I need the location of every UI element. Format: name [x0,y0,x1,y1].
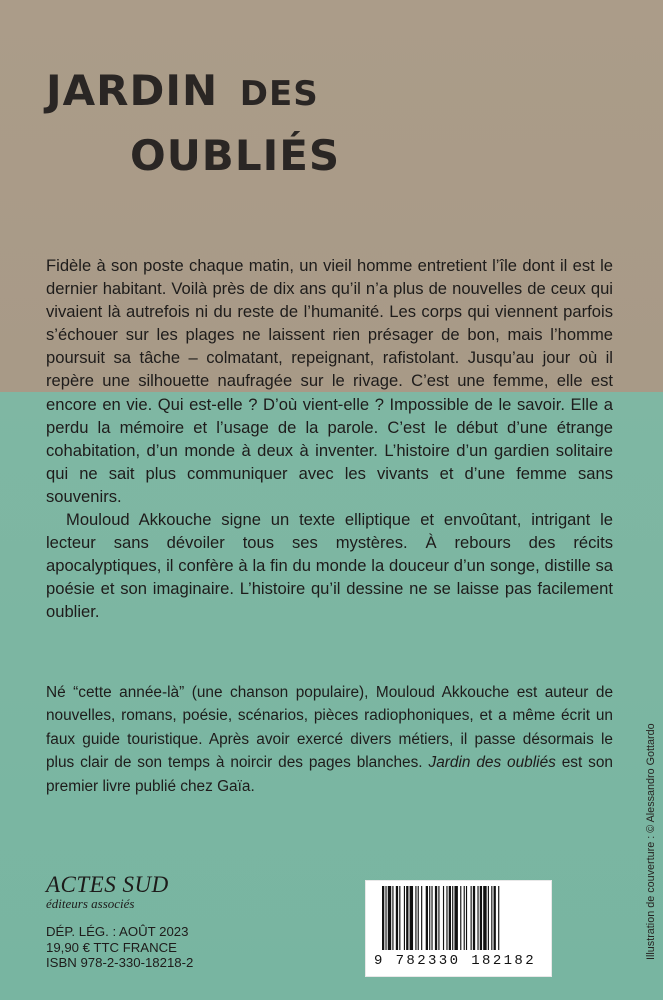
barcode-bar [435,886,437,950]
barcode-bar [454,886,457,950]
barcode-bar [382,886,384,950]
barcode-bar [396,886,398,950]
publisher-logo [46,872,169,912]
barcode-bar [399,886,400,950]
barcode-bar [498,886,499,950]
barcode-bar [421,886,422,950]
bio-book-title: Jardin des oubliés [428,754,556,772]
barcode-bar [443,886,444,950]
title-word-des: DES [239,74,319,114]
barcode-bar [410,886,413,950]
synopsis-paragraph-2: Mouloud Akkouche signe un texte elliptique et envoûtant, intrigant le lecteur sans dévoiler tous ses mystères. À rebours des récits apocalyptiques, il confère à la fin du monde la douceur d’un songe, distille sa poésie et son imaginaire. L’histoire qu’il dessine ne se laisse pas facilement oublier. [46,510,613,622]
publisher-subtitle: éditeurs associés [46,896,135,911]
barcode-bar [385,886,386,950]
legal-info [46,924,193,971]
bio-text-start: Né “cette année-là” (une chanson populaire), Mouloud Akkouche est auteur de nouvelles, romans, poésie, scénarios, pièces radiophoniques, et a même écrit un faux guide touristique. Après avoir exercé divers métiers, il passe désormais le plus clair de son temps à noircir des pages blanches. [46,684,613,772]
synopsis [46,254,613,624]
barcode-bar [460,886,461,950]
barcode-bar [404,886,405,950]
barcode-bar [452,886,453,950]
barcode-bar [477,886,478,950]
synopsis-paragraph-1: Fidèle à son poste chaque matin, un vieil homme entretient l’île dont il est le dernier habitant. Voilà près de dix ans qu’il n’a plus de nouvelles de ceux qui vivaient là autrefois ni du reste de l’humanité. Les corps qui viennent parfois s’échouer sur les plages ne laissent rien présager de bon, mais l’homme poursuit sa tâche – colmatant, repeignant, rafistolant. Jusqu’au jour où il repère une silhouette naufragée sur le rivage. C’est une femme, elle est encore en vie. Qui est-elle ? D’où vient-elle ? Impossible de le savoir. Elle a perdu la mémoire et l’usage de la parole. C’est le début d’une étrange cohabitation, d’un monde à deux à inventer. L’histoire d’un gardien solitaire qui ne sait plus communiquer avec les vivants et d’une femme sans souvenirs. [46,256,613,506]
barcode-bar [449,886,451,950]
barcode-bar [431,886,432,950]
barcode-bar [446,886,447,950]
barcode-bar [488,886,489,950]
isbn: ISBN 978-2-330-18218-2 [46,955,194,971]
cover-illustration-credit: Illustration de couverture : © Alessandro Gottardo [645,723,657,960]
price: 19,90 € TTC FRANCE [46,939,177,955]
barcode-bar [466,886,467,950]
book-title [46,60,340,190]
barcode-bar [429,886,430,950]
barcode-bar [438,886,439,950]
barcode-bar [483,886,486,950]
barcode-bar [418,886,419,950]
title-word-jardin: JARDIN [46,66,219,115]
barcode-bar [388,886,391,950]
barcode-bar [392,886,393,950]
barcode-bar [473,886,475,950]
author-bio [46,681,613,798]
barcode-bar [406,886,408,950]
barcode-bar [480,886,482,950]
barcode-bar [464,886,465,950]
barcode-bars [380,886,540,952]
title-word-oublies: OUBLIÉS [130,131,341,180]
barcode-bar [426,886,428,950]
legal-deposit: DÉP. LÉG. : AOÛT 2023 [46,924,189,939]
barcode-bar [491,886,492,950]
bio-text-end: est son premier livre publié chez Gaïa. [46,754,613,795]
barcode-bar [415,886,416,950]
publisher-name: ACTES SUD [46,872,169,897]
barcode-bar [494,886,496,950]
author-bio-text [46,681,613,798]
barcode [365,880,552,977]
barcode-bar [471,886,472,950]
barcode-digits: 9 782330 182182 [374,953,537,969]
